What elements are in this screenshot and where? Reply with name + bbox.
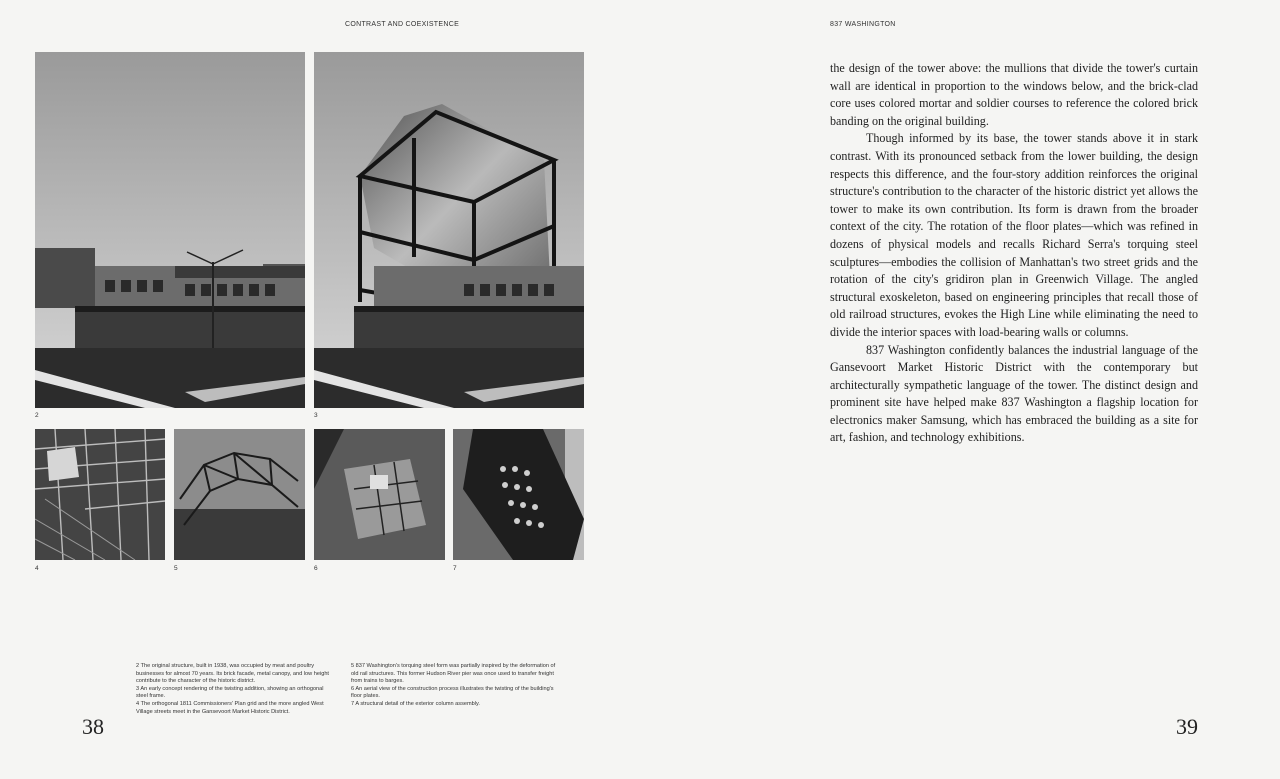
figure-4-photo xyxy=(35,429,165,560)
caption-7: 7 A structural detail of the exterior column assembly. xyxy=(351,700,480,707)
caption-5: 5 837 Washington's torquing steel form was partially inspired by the deformation of old rail structures. This former Hudson River pier was once used to transfer freight from trains to barges. xyxy=(351,663,556,685)
captions-column-1 xyxy=(136,663,336,716)
body-paragraph-1: the design of the tower above: the mullions that divide the tower's curtain wall are identical in proportion to the windows below, and the brick-clad core uses colored mortar and soldier courses to reference the colored brick banding on the original building. xyxy=(830,61,1198,128)
figure-3-photo xyxy=(314,52,584,408)
figure-5-number: 5 xyxy=(174,565,178,572)
right-running-head: 837 WASHINGTON xyxy=(830,21,896,28)
caption-6: 6 An aerial view of the construction process illustrates the twisting of the building's floor plates. xyxy=(351,685,554,700)
captions-column-2 xyxy=(351,663,559,709)
caption-3: 3 An early concept rendering of the twisting addition, showing an orthogonal steel frame. xyxy=(136,685,324,700)
figure-3-number: 3 xyxy=(314,412,318,419)
body-paragraph-3: 837 Washington confidently balances the industrial language of the Gansevoort Market Historic District with the contemporary but architecturally sympathetic language of the tower. The distinct design and prominent site have helped make 837 Washington a flagship location for electronics maker Samsung, which has embraced the building as a site for art, fashion, and technology exhibitions. xyxy=(830,342,1198,445)
figure-7-photo xyxy=(453,429,584,560)
caption-4: 4 The orthogonal 1811 Commissioners' Plan grid and the more angled West Village streets meet in the Gansevoort Market Historic District. xyxy=(136,700,324,715)
figure-7-number: 7 xyxy=(453,565,457,572)
caption-2: 2 The original structure, built in 1938, was occupied by meat and poultry businesses for almost 70 years. Its brick facade, metal canopy, and low height contribute to the character of the historic district. xyxy=(136,663,329,685)
figure-6-photo xyxy=(314,429,445,560)
left-page-number: 38 xyxy=(82,714,104,739)
figure-2-photo xyxy=(35,52,305,408)
body-paragraph-2: Though informed by its base, the tower stands above it in stark contrast. With its pronounced setback from the lower building, the design respects this difference, and the four-story addition reinforces the original structure's contribution to the character of the historic district yet allows the tower to make its own contribution. Its form is drawn from the broader context of the city. The rotation of the floor plates—which was refined in dozens of physical models and recalls Richard Serra's torquing steel sculptures—embodies the collision of Manhattan's two street grids and the rotation of the city's gridiron plan in Greenwich Village. The angled structural exoskeleton, based on engineering principles that recall those of old railroad structures, evokes the High Line while eliminating the need to divide the interior spaces with load-bearing walls or columns. xyxy=(830,131,1198,339)
figure-6-number: 6 xyxy=(314,565,318,572)
right-page-number: 39 xyxy=(1176,714,1198,739)
figure-2-number: 2 xyxy=(35,412,39,419)
figure-4-number: 4 xyxy=(35,565,39,572)
left-running-head: CONTRAST AND COEXISTENCE xyxy=(345,21,460,28)
body-text xyxy=(830,60,1198,447)
figure-5-photo xyxy=(174,429,305,560)
